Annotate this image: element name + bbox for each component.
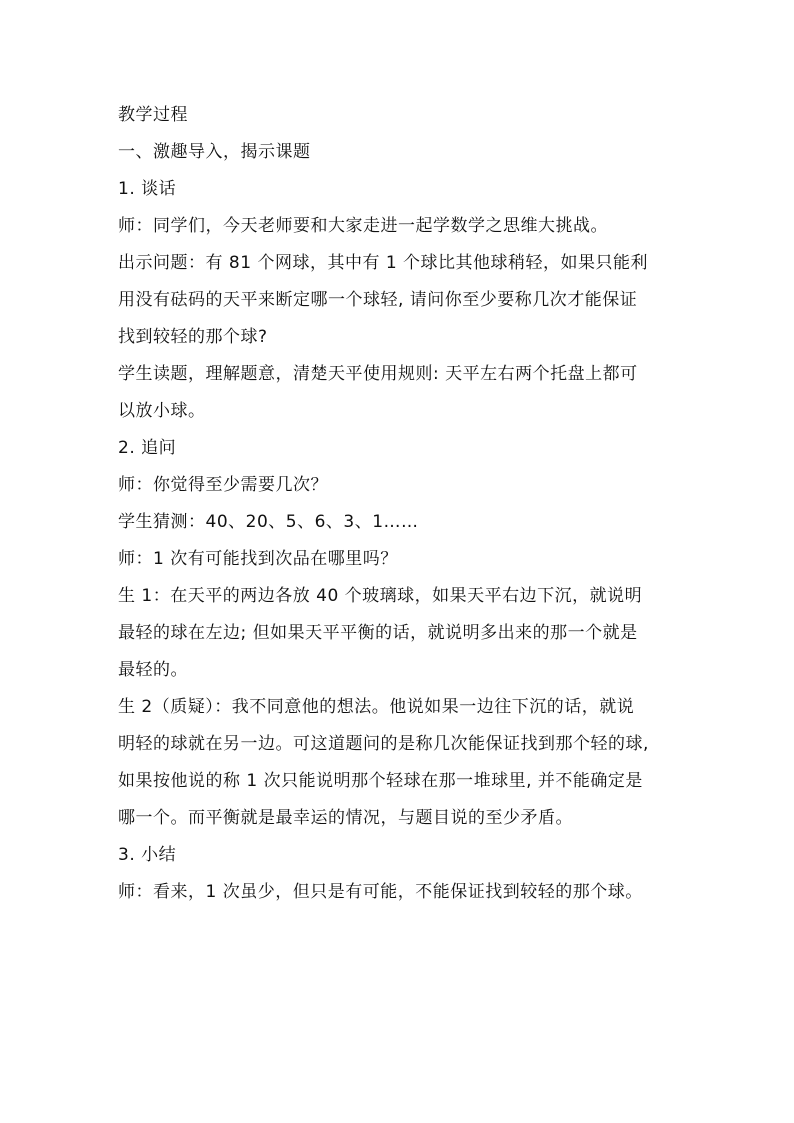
- subsection-heading: 一、激趣导入，揭示课题: [118, 142, 311, 162]
- paragraph-line: 生 2（质疑）：我不同意他的想法。他说如果一边往下沉的话，就说: [118, 697, 635, 717]
- document-body: [118, 97, 678, 911]
- paragraph-line: 以放小球。: [118, 401, 206, 421]
- paragraph-line: 最轻的球在左边; 但如果天平平衡的话，就说明多出来的那一个就是: [118, 623, 638, 643]
- paragraph-line: 最轻的。: [118, 660, 188, 680]
- paragraph-line: 师：1 次有可能找到次品在哪里吗？: [118, 549, 398, 569]
- paragraph-line: 明轻的球就在另一边。可这道题问的是称几次能保证找到那个轻的球,: [118, 734, 649, 754]
- step-heading: 1. 谈话: [118, 179, 177, 199]
- step-heading: 3. 小结: [118, 845, 177, 865]
- paragraph-line: 学生读题，理解题意，清楚天平使用规则: 天平左右两个托盘上都可: [118, 364, 638, 384]
- paragraph-line: 师：你觉得至少需要几次？: [118, 475, 328, 495]
- paragraph-line: 出示问题：有 81 个网球，其中有 1 个球比其他球稍轻，如果只能利: [118, 253, 649, 273]
- paragraph-line: 找到较轻的那个球?: [118, 327, 268, 347]
- paragraph-line: 师：看来，1 次虽少，但只是有可能，不能保证找到较轻的那个球。: [118, 882, 643, 902]
- step-heading: 2. 追问: [118, 438, 177, 458]
- paragraph-line: 师：同学们，今天老师要和大家走进一起学数学之思维大挑战。: [118, 216, 608, 236]
- paragraph-line: 用没有砝码的天平来断定哪一个球轻, 请问你至少要称几次才能保证: [118, 290, 638, 310]
- section-heading: 教学过程: [118, 105, 188, 125]
- paragraph-line: 学生猜测：40、20、5、6、3、1……: [118, 512, 419, 532]
- paragraph-line: 如果按他说的称 1 次只能说明那个轻球在那一堆球里, 并不能确定是: [118, 771, 643, 791]
- paragraph-line: 哪一个。而平衡就是最幸运的情况，与题目说的至少矛盾。: [118, 808, 573, 828]
- paragraph-line: 生 1：在天平的两边各放 40 个玻璃球，如果天平右边下沉，就说明: [118, 586, 643, 606]
